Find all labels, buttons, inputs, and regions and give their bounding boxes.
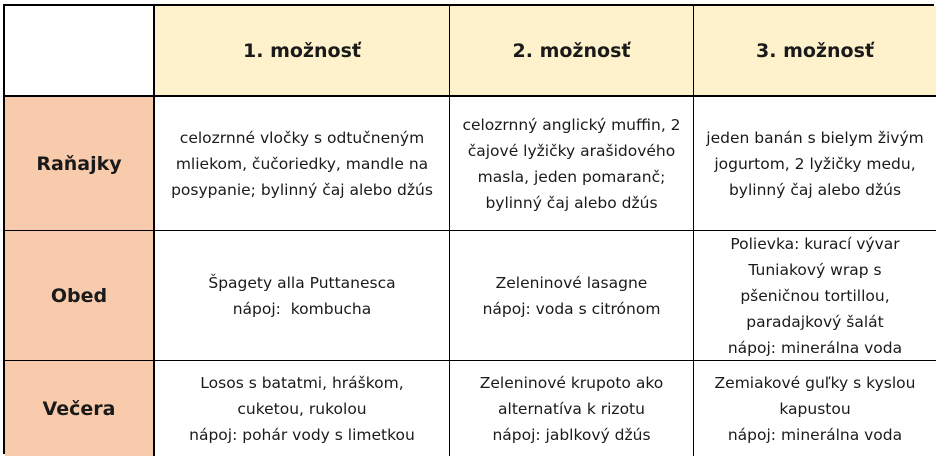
cell-line: jogurtom, 2 lyžičky medu, bbox=[714, 154, 916, 173]
cell-line: Zeleninové krupoto ako bbox=[479, 373, 664, 392]
table-cell bbox=[155, 361, 450, 456]
meal-plan-table bbox=[3, 4, 934, 454]
table-cell bbox=[694, 231, 936, 361]
corner-cell bbox=[5, 6, 155, 97]
cell-line: celozrnné vločky s odtučneným bbox=[179, 128, 425, 147]
cell-line: masla, jeden pomaranč; bbox=[477, 167, 666, 186]
cell-line: nápoj: pohár vody s limetkou bbox=[189, 425, 415, 444]
table-cell bbox=[155, 231, 450, 361]
column-header-option-2: 2. možnosť bbox=[450, 6, 694, 97]
cell-line: nápoj: jablkový džús bbox=[492, 425, 651, 444]
cell-line: paradajkový šalát bbox=[746, 312, 884, 331]
cell-line: čajové lyžičky arašidového bbox=[467, 141, 676, 160]
table-cell bbox=[450, 231, 694, 361]
table-cell bbox=[155, 97, 450, 231]
row-header-breakfast: Raňajky bbox=[5, 97, 155, 231]
cell-line: celozrnný anglický muffin, 2 bbox=[462, 115, 681, 134]
cell-line: Losos s batatmi, hráškom, bbox=[200, 373, 404, 392]
cell-line: Zemiakové guľky s kyslou bbox=[714, 373, 916, 392]
cell-line: Polievka: kurací vývar bbox=[730, 234, 900, 253]
column-header-option-3: 3. možnosť bbox=[694, 6, 936, 97]
cell-line: nápoj: minerálna voda bbox=[727, 338, 903, 357]
table-cell bbox=[694, 361, 936, 456]
cell-line: Špagety alla Puttanesca bbox=[208, 273, 396, 292]
cell-line: pšeničnou tortillou, bbox=[740, 286, 890, 305]
cell-line: bylinný čaj alebo džús bbox=[728, 180, 902, 199]
cell-line: nápoj: voda s citrónom bbox=[482, 299, 661, 318]
cell-line: bylinný čaj alebo džús bbox=[485, 193, 658, 212]
cell-line: cuketou, rukolou bbox=[237, 399, 367, 418]
cell-line: jeden banán s bielym živým bbox=[706, 128, 924, 147]
column-header-option-1: 1. možnosť bbox=[155, 6, 450, 97]
cell-line: Zeleninové lasagne bbox=[495, 273, 648, 292]
row-header-dinner: Večera bbox=[5, 361, 155, 456]
cell-line: Tuniakový wrap s bbox=[748, 260, 882, 279]
table-cell bbox=[694, 97, 936, 231]
table-cell bbox=[450, 97, 694, 231]
cell-line: mliekom, čučoriedky, mandle na bbox=[175, 154, 429, 173]
table-cell bbox=[450, 361, 694, 456]
cell-line: nápoj: minerálna voda bbox=[727, 425, 903, 444]
row-header-lunch: Obed bbox=[5, 231, 155, 361]
cell-line: alternatíva k rizotu bbox=[498, 399, 645, 418]
cell-line: kapustou bbox=[779, 399, 851, 418]
cell-line: nápoj: kombucha bbox=[232, 299, 372, 318]
cell-line: posypanie; bylinný čaj alebo džús bbox=[171, 180, 433, 199]
